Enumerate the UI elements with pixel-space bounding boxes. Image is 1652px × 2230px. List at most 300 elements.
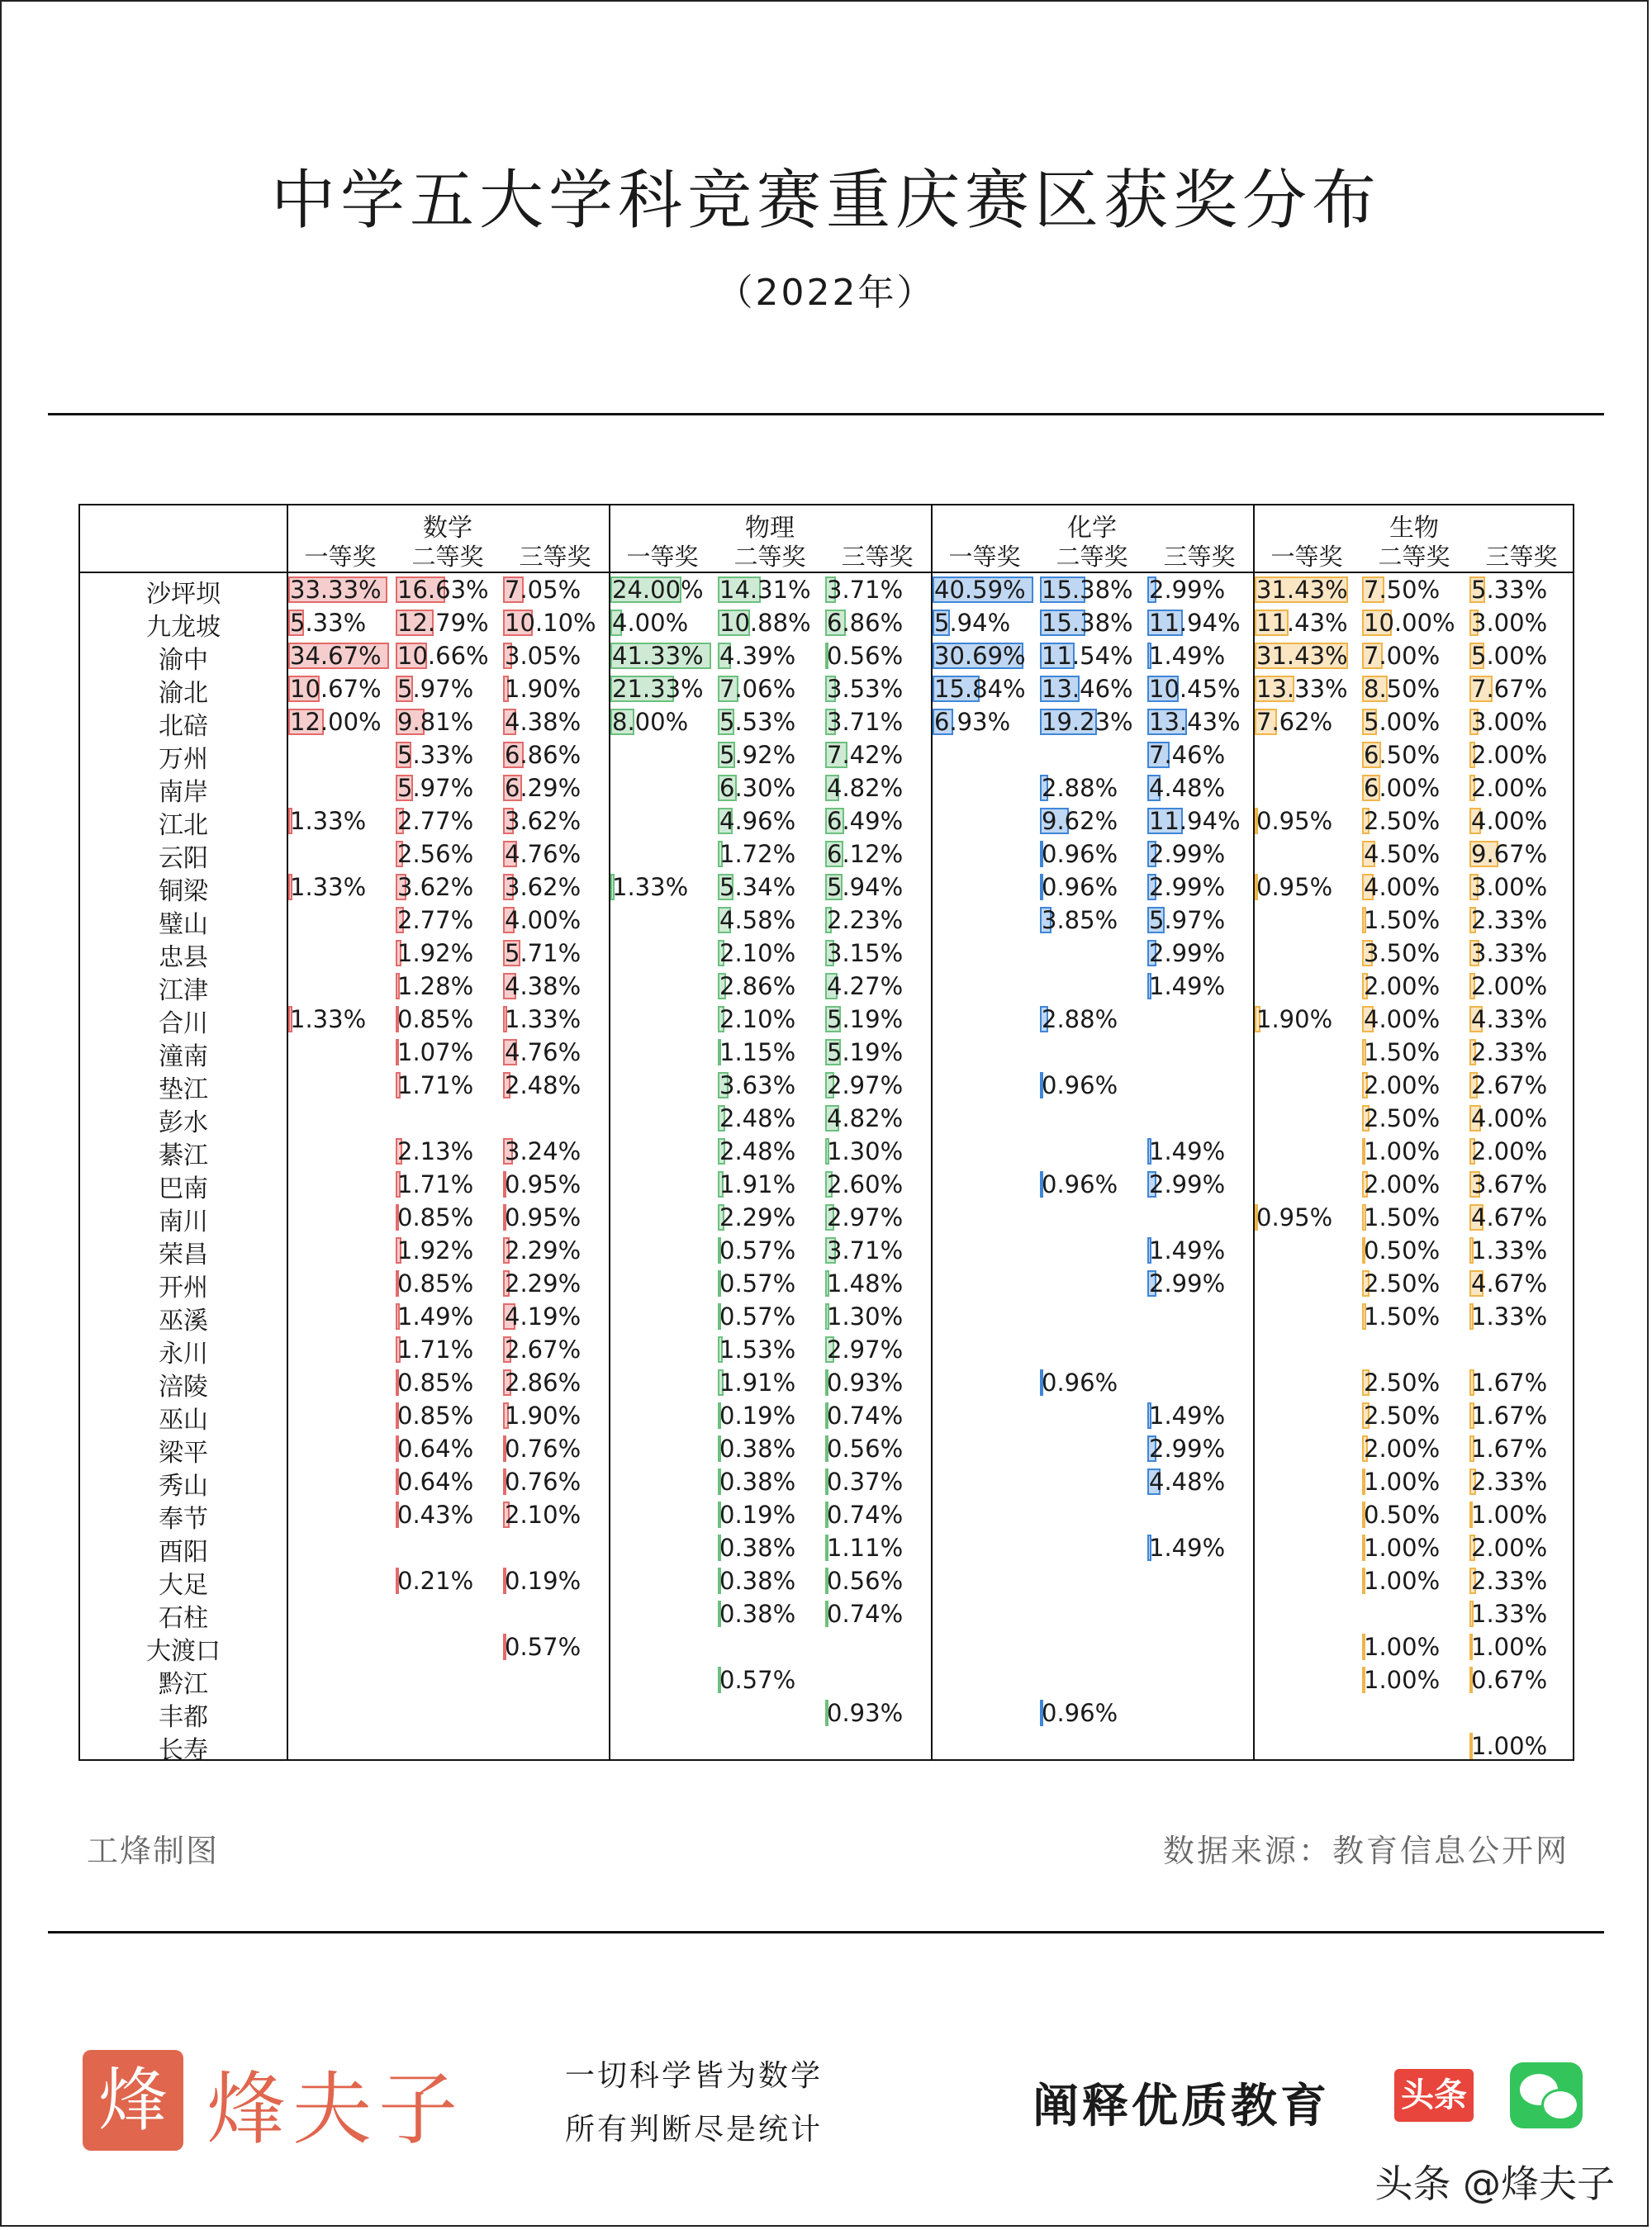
cell-value: 2.88% — [1042, 1005, 1118, 1033]
table-cell — [1362, 674, 1466, 704]
district-label: 九龙坡 — [146, 613, 221, 642]
cell-value: 1.07% — [397, 1038, 474, 1066]
district-label: 巫溪 — [159, 1307, 208, 1336]
table-cell — [1040, 1170, 1144, 1199]
subject-header: 生物 — [1389, 514, 1439, 543]
table-cell — [825, 1566, 929, 1596]
table-cell — [825, 1401, 929, 1431]
table-cell — [503, 1401, 607, 1431]
cell-value: 1.30% — [827, 1302, 904, 1331]
table-cell — [503, 608, 607, 638]
table-cell — [718, 839, 822, 869]
cell-value: 1.53% — [719, 1336, 796, 1364]
cell-value: 12.79% — [397, 609, 489, 637]
cell-value: 2.99% — [1149, 576, 1226, 604]
table-cell — [288, 575, 392, 605]
table-cell — [610, 575, 714, 605]
cell-value: 2.29% — [719, 1203, 796, 1231]
district-label: 垫江 — [159, 1075, 208, 1104]
table-cell — [1362, 839, 1466, 869]
table-cell — [1469, 707, 1574, 737]
cell-value: 0.67% — [1471, 1666, 1548, 1694]
cell-value: 2.00% — [1364, 1435, 1441, 1463]
table-cell — [610, 608, 714, 638]
table-cell — [933, 641, 1037, 671]
table-cell — [1362, 1236, 1466, 1265]
table-cell — [1362, 1434, 1466, 1464]
cell-value: 11.54% — [1042, 642, 1133, 670]
cell-value: 41.33% — [612, 642, 704, 670]
cell-value: 0.57% — [719, 1236, 796, 1264]
cell-value: 24.00% — [612, 576, 704, 604]
cell-value: 10.66% — [397, 642, 489, 670]
cell-value: 2.67% — [505, 1336, 582, 1364]
cell-value: 3.62% — [505, 873, 582, 901]
table-cell — [396, 1401, 500, 1431]
table-cell — [396, 872, 500, 902]
cell-value: 10.88% — [719, 609, 811, 637]
table-cell — [396, 1434, 500, 1464]
table-cell — [396, 1070, 500, 1100]
table-cell — [396, 1170, 500, 1199]
cell-value: 1.49% — [1149, 1236, 1226, 1264]
cell-value: 2.50% — [1364, 1402, 1441, 1430]
cell-value: 2.10% — [505, 1501, 582, 1529]
cell-value: 4.67% — [1471, 1269, 1548, 1298]
table-cell — [1040, 674, 1144, 704]
table-cell — [1469, 1533, 1574, 1563]
district-label: 开州 — [159, 1274, 208, 1302]
cell-value: 1.72% — [719, 840, 796, 868]
cell-value: 8.50% — [1364, 675, 1441, 703]
table-cell — [825, 1500, 929, 1530]
table-cell — [718, 1269, 822, 1298]
cell-value: 0.85% — [397, 1402, 474, 1430]
district-label: 梁平 — [159, 1439, 208, 1468]
cell-value: 4.00% — [505, 906, 582, 934]
cell-value: 5.00% — [1364, 708, 1441, 736]
cell-value: 4.33% — [1471, 1005, 1548, 1033]
slogan-line-1: 一切科学皆为数学 — [565, 2059, 824, 2093]
cell-value: 2.77% — [397, 807, 474, 835]
table-cell — [1040, 1368, 1144, 1397]
table-cell — [1147, 1269, 1251, 1298]
table-cell — [718, 740, 822, 770]
cell-value: 2.99% — [1149, 840, 1226, 868]
table-cell — [1040, 707, 1144, 737]
cell-value: 2.99% — [1149, 1170, 1226, 1198]
cell-value: 12.00% — [290, 708, 382, 736]
table-cell — [396, 1236, 500, 1265]
district-label: 永川 — [159, 1340, 208, 1369]
cell-value: 1.33% — [290, 807, 367, 835]
cell-value: 4.27% — [827, 972, 904, 1000]
table-cell — [1362, 1533, 1466, 1563]
table-cell — [1469, 806, 1574, 836]
cell-value: 4.48% — [1149, 1468, 1226, 1496]
table-cell — [503, 575, 607, 605]
cell-value: 2.13% — [397, 1137, 474, 1165]
cell-value: 1.00% — [1364, 1666, 1441, 1694]
table-cell — [825, 674, 929, 704]
table-cell — [825, 971, 929, 1001]
bottom-divider — [48, 1931, 1604, 1933]
cell-value: 3.05% — [505, 642, 582, 670]
table-cell — [1362, 575, 1466, 605]
table-cell — [718, 1004, 822, 1034]
cell-value: 5.94% — [934, 609, 1011, 637]
cell-value: 6.50% — [1364, 741, 1441, 769]
table-cell — [1147, 938, 1251, 968]
table-cell — [396, 905, 500, 935]
cell-value: 4.96% — [719, 807, 796, 835]
cell-value: 2.97% — [827, 1336, 904, 1364]
district-label: 巫山 — [159, 1406, 208, 1435]
cell-value: 3.63% — [719, 1071, 796, 1099]
table-cell — [610, 872, 714, 902]
table-cell — [933, 575, 1037, 605]
table-cell — [1362, 1467, 1466, 1497]
cell-value: 1.91% — [719, 1369, 796, 1397]
table-cell — [396, 938, 500, 968]
table-cell — [825, 575, 929, 605]
cell-value: 0.38% — [719, 1468, 796, 1496]
table-cell — [1469, 1632, 1574, 1662]
table-cell — [396, 674, 500, 704]
cell-value: 5.71% — [505, 939, 582, 967]
table-cell — [718, 806, 822, 836]
table-cell — [718, 1401, 822, 1431]
cell-value: 4.38% — [505, 708, 582, 736]
district-label: 忠县 — [159, 943, 208, 972]
table-cell — [825, 1302, 929, 1331]
table-cell — [718, 1368, 822, 1397]
award-header: 三等奖 — [1485, 543, 1558, 571]
table-cell — [1362, 1665, 1466, 1695]
cell-value: 0.85% — [397, 1369, 474, 1397]
table-cell — [610, 707, 714, 737]
subject-header: 物理 — [745, 514, 795, 543]
table-cell — [1040, 608, 1144, 638]
table-cell — [1362, 1136, 1466, 1166]
cell-value: 6.86% — [827, 609, 904, 637]
table-cell — [1362, 773, 1466, 803]
cell-value: 4.82% — [827, 774, 904, 802]
table-cell — [288, 707, 392, 737]
table-cell — [1469, 1566, 1574, 1596]
motto-text: 阐释优质教育 — [1032, 2080, 1330, 2133]
cell-value: 5.97% — [397, 774, 474, 802]
cell-value: 2.33% — [1471, 1468, 1548, 1496]
cell-value: 0.76% — [505, 1468, 582, 1496]
cell-value: 0.38% — [719, 1534, 796, 1562]
cell-value: 33.33% — [290, 576, 382, 604]
cell-value: 0.85% — [397, 1005, 474, 1033]
table-cell — [1469, 1136, 1574, 1166]
table-cell — [396, 806, 500, 836]
cell-value: 3.71% — [827, 708, 904, 736]
table-cell — [1147, 773, 1251, 803]
cell-value: 0.57% — [719, 1269, 796, 1298]
data-source-text: 数据来源：教育信息公开网 — [1162, 1833, 1569, 1869]
table-cell — [718, 1566, 822, 1596]
cell-value: 6.29% — [505, 774, 582, 802]
district-label: 北碚 — [159, 712, 208, 741]
table-cell — [396, 608, 500, 638]
table-cell — [503, 1368, 607, 1397]
table-cell — [718, 608, 822, 638]
cell-value: 1.90% — [1256, 1005, 1333, 1033]
cell-value: 1.49% — [1149, 972, 1226, 1000]
table-cell — [718, 1434, 822, 1464]
district-label: 大足 — [159, 1571, 208, 1600]
table-cell — [718, 872, 822, 902]
cell-value: 5.19% — [827, 1005, 904, 1033]
table-cell — [1147, 1136, 1251, 1166]
table-cell — [1362, 740, 1466, 770]
cell-value: 0.74% — [827, 1600, 904, 1628]
top-divider — [48, 413, 1604, 415]
cell-value: 3.85% — [1042, 906, 1118, 934]
table-cell — [718, 1533, 822, 1563]
district-label: 长寿 — [159, 1736, 208, 1765]
table-cell — [1147, 1236, 1251, 1265]
table-cell — [1255, 707, 1359, 737]
cell-value: 6.30% — [719, 774, 796, 802]
cell-value: 0.85% — [397, 1269, 474, 1298]
cell-value: 3.71% — [827, 576, 904, 604]
cell-value: 3.62% — [397, 873, 474, 901]
cell-value: 2.88% — [1042, 774, 1118, 802]
district-label: 璧山 — [159, 910, 208, 939]
district-label: 秀山 — [159, 1472, 208, 1501]
table-cell — [933, 674, 1037, 704]
cell-value: 5.94% — [827, 873, 904, 901]
cell-value: 0.96% — [1042, 1170, 1118, 1198]
table-cell — [825, 1335, 929, 1364]
table-cell — [503, 740, 607, 770]
cell-value: 0.50% — [1364, 1236, 1441, 1264]
cell-value: 3.00% — [1471, 609, 1548, 637]
cell-value: 31.43% — [1256, 642, 1348, 670]
cell-value: 1.50% — [1364, 1038, 1441, 1066]
cell-value: 5.97% — [397, 675, 474, 703]
slogan-line-2: 所有判断尽是统计 — [565, 2113, 824, 2147]
cell-value: 4.48% — [1149, 774, 1226, 802]
table-cell — [718, 641, 822, 671]
table-cell — [1469, 773, 1574, 803]
cell-value: 7.46% — [1149, 741, 1226, 769]
cell-value: 19.23% — [1042, 708, 1133, 736]
table-cell — [1469, 674, 1574, 704]
cell-value: 1.50% — [1364, 1302, 1441, 1331]
district-label: 渝中 — [159, 646, 208, 675]
cell-value: 2.99% — [1149, 1435, 1226, 1463]
table-cell — [503, 1269, 607, 1298]
table-cell — [503, 971, 607, 1001]
cell-value: 11.43% — [1256, 609, 1348, 637]
table-cell — [933, 707, 1037, 737]
cell-value: 5.00% — [1471, 642, 1548, 670]
table-cell — [1469, 1004, 1574, 1034]
cell-value: 1.33% — [1471, 1236, 1548, 1264]
table-cell — [1255, 608, 1359, 638]
cell-value: 4.76% — [505, 1038, 582, 1066]
table-cell — [1040, 1698, 1144, 1728]
cell-value: 2.48% — [505, 1071, 582, 1099]
table-cell — [288, 608, 392, 638]
table-cell — [1362, 872, 1466, 902]
cell-value: 2.86% — [505, 1369, 582, 1397]
cell-value: 0.93% — [827, 1699, 904, 1727]
table-cell — [1147, 575, 1251, 605]
cell-value: 4.38% — [505, 972, 582, 1000]
table-cell — [1040, 806, 1144, 836]
table-cell — [1362, 1269, 1466, 1298]
table-cell — [1469, 839, 1574, 869]
table-cell — [1147, 1533, 1251, 1563]
table-cell — [288, 641, 392, 671]
cell-value: 11.94% — [1149, 807, 1241, 835]
cell-value: 0.95% — [1256, 1203, 1333, 1231]
table-cell — [396, 707, 500, 737]
table-cell — [1040, 872, 1144, 902]
cell-value: 1.92% — [397, 1236, 474, 1264]
cell-value: 0.96% — [1042, 1369, 1118, 1397]
credit-text: 工烽制图 — [87, 1833, 220, 1869]
cell-value: 40.59% — [934, 576, 1026, 604]
table-cell — [1362, 1037, 1466, 1067]
table-cell — [1255, 641, 1359, 671]
award-header: 三等奖 — [519, 543, 591, 571]
table-cell — [1469, 1731, 1574, 1761]
table-cell — [503, 1070, 607, 1100]
cell-value: 7.06% — [719, 675, 796, 703]
cell-value: 1.49% — [1149, 1534, 1226, 1562]
cell-value: 7.05% — [505, 576, 582, 604]
cell-value: 5.19% — [827, 1038, 904, 1066]
table-cell — [718, 938, 822, 968]
table-cell — [396, 1004, 500, 1034]
cell-value: 0.96% — [1042, 1699, 1118, 1727]
table-cell — [503, 872, 607, 902]
table-cell — [1469, 740, 1574, 770]
table-cell — [1040, 905, 1144, 935]
cell-value: 0.57% — [719, 1302, 796, 1331]
cell-value: 2.23% — [827, 906, 904, 934]
table-cell — [1040, 839, 1144, 869]
cell-value: 6.93% — [934, 708, 1011, 736]
table-cell — [1147, 641, 1251, 671]
cell-value: 0.95% — [505, 1170, 582, 1198]
cell-value: 8.00% — [612, 708, 689, 736]
table-cell — [1469, 1302, 1574, 1331]
cell-value: 1.71% — [397, 1170, 474, 1198]
table-cell — [825, 707, 929, 737]
table-cell — [1469, 1269, 1574, 1298]
cell-value: 3.00% — [1471, 708, 1548, 736]
cell-value: 2.56% — [397, 840, 474, 868]
cell-value: 7.50% — [1364, 576, 1441, 604]
cell-value: 1.00% — [1364, 1468, 1441, 1496]
cell-value: 0.56% — [827, 1435, 904, 1463]
table-cell — [396, 971, 500, 1001]
table-cell — [718, 1236, 822, 1265]
cell-value: 11.94% — [1149, 609, 1241, 637]
cell-value: 1.48% — [827, 1269, 904, 1298]
cell-value: 0.74% — [827, 1501, 904, 1529]
cell-value: 6.12% — [827, 840, 904, 868]
chart-subtitle: （2022年） — [716, 272, 936, 314]
subject-header: 数学 — [423, 514, 472, 543]
award-header: 一等奖 — [948, 543, 1021, 571]
district-label: 巴南 — [159, 1174, 208, 1203]
cell-value: 10.00% — [1364, 609, 1455, 637]
table-cell — [1147, 971, 1251, 1001]
cell-value: 0.38% — [719, 1567, 796, 1595]
table-cell — [825, 1136, 929, 1166]
table-cell — [396, 1467, 500, 1497]
cell-value: 1.71% — [397, 1071, 474, 1099]
cell-value: 1.00% — [1364, 1633, 1441, 1661]
cell-value: 1.33% — [290, 1005, 367, 1033]
cell-value: 1.00% — [1364, 1534, 1441, 1562]
table-cell — [718, 1203, 822, 1232]
cell-value: 30.69% — [934, 642, 1026, 670]
table-cell — [1469, 1236, 1574, 1265]
cell-value: 2.77% — [397, 906, 474, 934]
chart-title: 中学五大学科竞赛重庆赛区获奖分布 — [270, 164, 1381, 238]
award-header: 二等奖 — [411, 543, 484, 571]
cell-value: 2.50% — [1364, 807, 1441, 835]
table-cell — [825, 1103, 929, 1133]
table-cell — [1362, 806, 1466, 836]
cell-value: 3.50% — [1364, 939, 1441, 967]
cell-value: 16.63% — [397, 576, 489, 604]
cell-value: 4.82% — [827, 1104, 904, 1132]
cell-value: 1.00% — [1364, 1137, 1441, 1165]
table-cell — [503, 1632, 607, 1662]
cell-value: 15.84% — [934, 675, 1026, 703]
cell-value: 3.67% — [1471, 1170, 1548, 1198]
table-cell — [825, 1434, 929, 1464]
table-cell — [396, 1500, 500, 1530]
table-cell — [718, 1136, 822, 1166]
table-cell — [1362, 1004, 1466, 1034]
table-cell — [1147, 608, 1251, 638]
table-cell — [718, 707, 822, 737]
cell-value: 4.39% — [719, 642, 796, 670]
table-cell — [825, 1004, 929, 1034]
district-label: 云阳 — [159, 844, 208, 873]
table-cell — [825, 905, 929, 935]
table-cell — [825, 608, 929, 638]
table-cell — [1469, 971, 1574, 1001]
table-cell — [825, 1533, 929, 1563]
cell-value: 2.00% — [1471, 1534, 1548, 1562]
district-label: 江北 — [159, 811, 208, 840]
table-cell — [1469, 1401, 1574, 1431]
table-cell — [1255, 872, 1359, 902]
table-cell — [396, 1368, 500, 1397]
table-cell — [610, 674, 714, 704]
table-cell — [825, 1698, 929, 1728]
cell-value: 2.00% — [1471, 972, 1548, 1000]
cell-value: 2.00% — [1364, 972, 1441, 1000]
cell-value: 2.10% — [719, 939, 796, 967]
table-cell — [718, 1170, 822, 1199]
table-cell — [396, 740, 500, 770]
